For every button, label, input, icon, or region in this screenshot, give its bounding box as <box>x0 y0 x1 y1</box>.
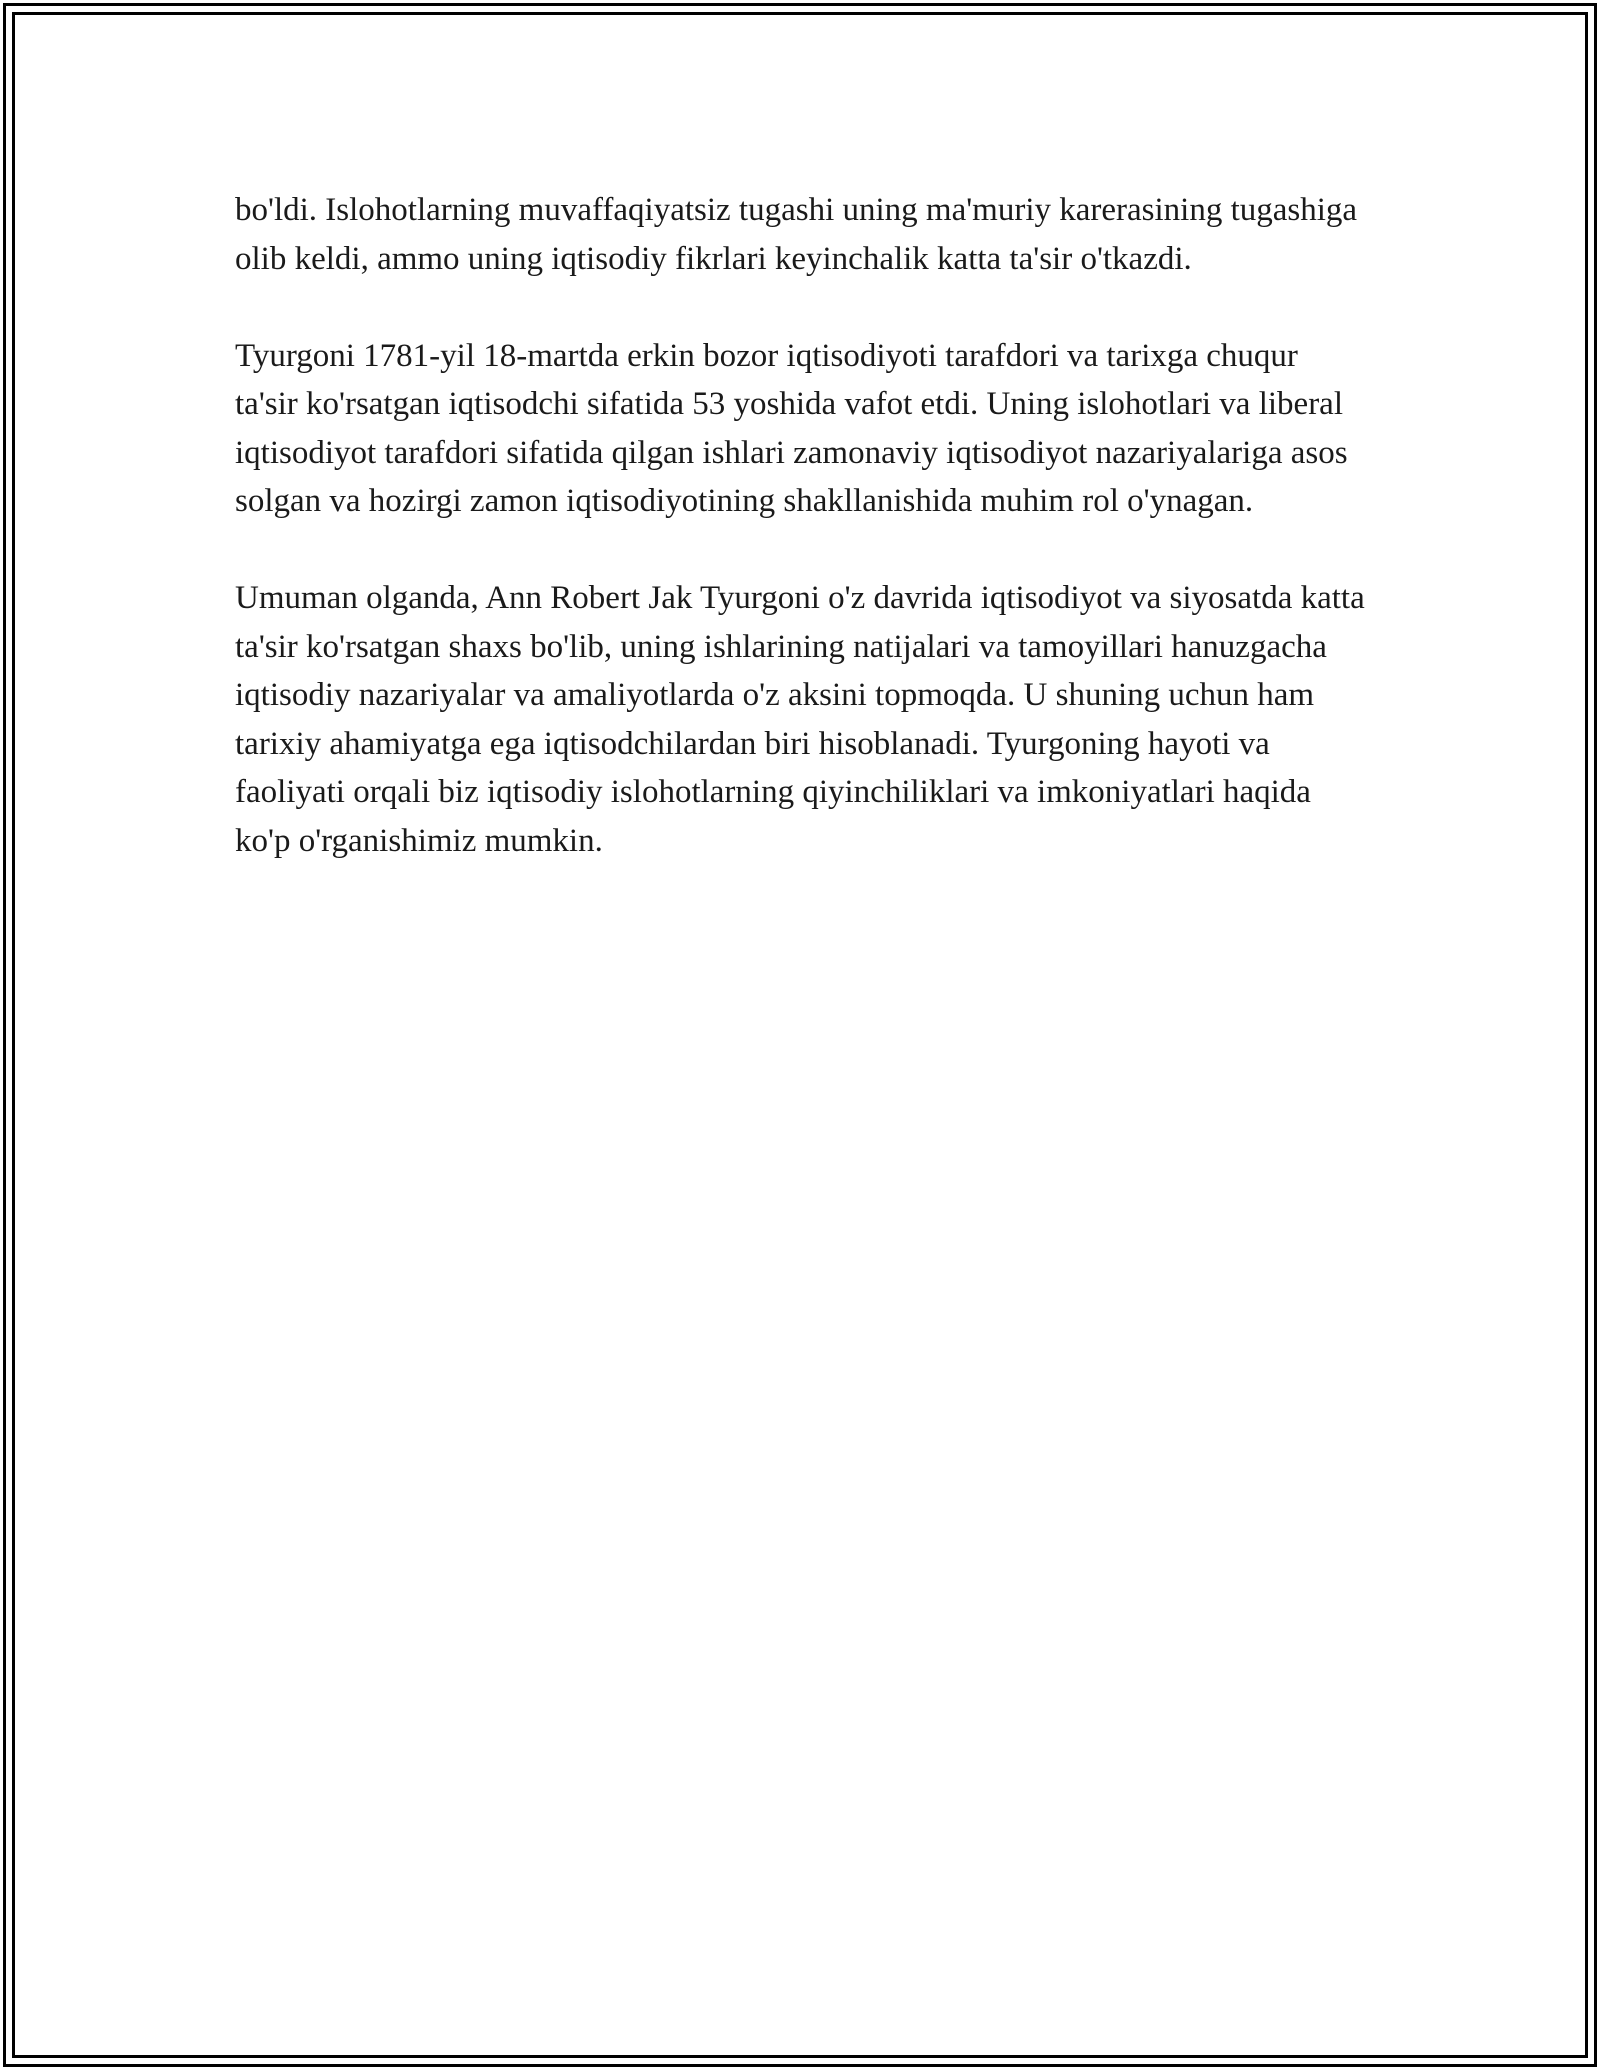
paragraph-3: Umuman olganda, Ann Robert Jak Tyurgoni o'z davrida iqtisodiyot va siyosatda katta ta'sir ko'rsatgan shaxs bo'lib, uning ishlarining natijalari va tamoyillari hanuzgacha iqtisodiy nazariyalar va amaliyotlarda o'z aksini topmoqda. U shuning uchun ham tarixiy ahamiyatga ega iqtisodchilardan biri hisoblanadi. Tyurgoning hayoti va faoliyati orqali biz iqtisodiy islohotlarning qiyinchiliklari va imkoniyatlari haqida ko'p o'rganishimiz mumkin. <box>235 580 1365 859</box>
paragraph-2: Tyurgoni 1781-yil 18-martda erkin bozor iqtisodiyoti tarafdori va tarixga chuqur ta'sir ko'rsatgan iqtisodchi sifatida 53 yoshida vafot etdi. Uning islohotlari va liberal iqtisodiyot tarafdori sifatida qilgan ishlari zamonaviy iqtisodiyot nazariyalariga asos solgan va hozirgi zamon iqtisodiyotining shakllanishida muhim rol o'ynagan. <box>235 337 1348 519</box>
paragraph-1: bo'ldi. Islohotlarning muvaffaqiyatsiz tugashi uning ma'muriy karerasining tugashiga olib keldi, ammo uning iqtisodiy fikrlari keyinchalik katta ta'sir o'tkazdi. <box>235 192 1358 277</box>
document-body <box>235 186 1365 914</box>
